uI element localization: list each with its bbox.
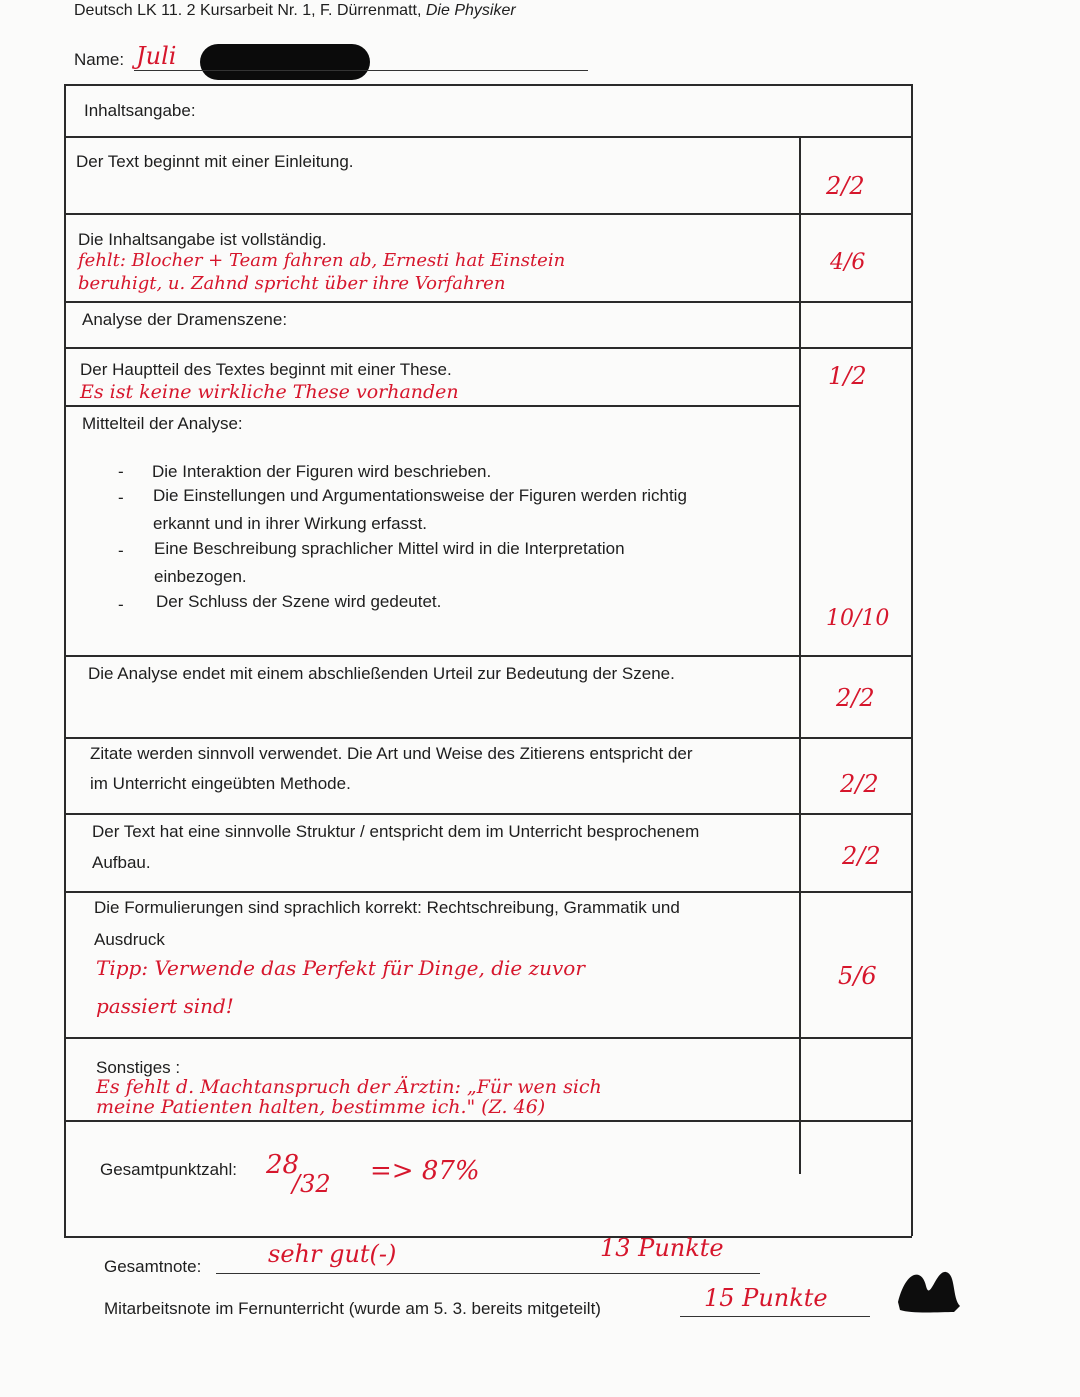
table-border-top (64, 84, 912, 86)
score-these: 1/2 (828, 362, 867, 390)
gesamtnote-points: 13 Punkte (600, 1234, 724, 1262)
row-sep-11 (64, 1120, 912, 1122)
mittelteil-heading: Mittelteil der Analyse: (82, 414, 243, 433)
comment-vollstaendig-1: fehlt: Blocher + Team fahren ab, Ernesti hat Einstein (78, 250, 566, 271)
criterion-formulierung-1: Die Formulierungen sind sprachlich korrekt: Rechtschreibung, Grammatik und (94, 898, 680, 917)
table-border-bottom (64, 1236, 912, 1238)
score-struktur: 2/2 (842, 842, 881, 870)
comment-sonstiges-2: meine Patienten halten, bestimme ich." (Z. 46) (96, 1096, 546, 1118)
gesamtpunkt-points: 28 (266, 1150, 300, 1180)
gesamtpunkt-max: /32 (292, 1170, 331, 1198)
redaction-bar (200, 44, 370, 80)
name-label: Name: (74, 50, 125, 69)
criterion-zitate-1: Zitate werden sinnvoll verwendet. Die Art und Weise des Zitierens entspricht der (90, 744, 693, 763)
row-sep-7 (64, 737, 912, 739)
mitarbeit-label: Mitarbeitsnote im Fernunterricht (wurde am 5. 3. bereits mitgeteilt) (104, 1299, 601, 1318)
row-sep-8 (64, 813, 912, 815)
row-sep-4 (64, 347, 912, 349)
comment-formulierung-2: passiert sind! (96, 994, 234, 1018)
comment-vollstaendig-2: beruhigt, u. Zahnd spricht über ihre Vorfahren (78, 273, 506, 294)
criterion-einleitung: Der Text beginnt mit einer Einleitung. (76, 152, 354, 171)
row-sep-5 (64, 405, 800, 407)
name-value: Juli (136, 42, 177, 70)
row-sep-1 (64, 136, 912, 138)
exam-header (74, 2, 516, 20)
comment-formulierung-1: Tipp: Verwende das Perfekt für Dinge, die zuvor (96, 956, 585, 980)
table-border-right (911, 84, 913, 1236)
criterion-zitate-2: im Unterricht eingeübten Methode. (90, 774, 351, 793)
gesamtpunkt-percent: => 87% (370, 1156, 480, 1186)
score-zitate: 2/2 (840, 770, 879, 798)
gesamtnote-value: sehr gut(-) (268, 1240, 397, 1268)
score-formulierung: 5/6 (838, 962, 877, 990)
score-einleitung: 2/2 (826, 172, 865, 200)
mittelteil-item-1: Die Interaktion der Figuren wird beschrieben. (152, 462, 492, 481)
table-border-left (64, 84, 66, 1236)
comment-these: Es ist keine wirkliche These vorhanden (80, 381, 459, 403)
bullet-3: - (118, 541, 124, 560)
criterion-formulierung-2: Ausdruck (94, 930, 165, 949)
criterion-struktur-1: Der Text hat eine sinnvolle Struktur / entspricht dem im Unterricht besprochenem (92, 822, 700, 841)
criterion-struktur-2: Aufbau. (92, 853, 151, 872)
row-sep-9 (64, 891, 912, 893)
comment-sonstiges-1: Es fehlt d. Machtanspruch der Ärztin: „Für wen sich (96, 1076, 602, 1098)
bullet-4: - (118, 595, 124, 614)
teacher-signature (892, 1262, 964, 1318)
inhaltsangabe-heading: Inhaltsangabe: (84, 101, 196, 120)
mittelteil-item-3b: einbezogen. (154, 567, 247, 586)
mittelteil-item-2: Die Einstellungen und Argumentationsweise der Figuren werden richtig (153, 486, 687, 505)
gesamtnote-underline (216, 1273, 760, 1274)
score-urteil: 2/2 (836, 684, 875, 712)
mittelteil-item-4: Der Schluss der Szene wird gedeutet. (156, 592, 442, 611)
row-sep-10 (64, 1037, 912, 1039)
row-sep-6 (64, 655, 912, 657)
sonstiges-label: Sonstiges : (96, 1058, 181, 1077)
row-sep-3 (64, 301, 912, 303)
mitarbeit-underline (680, 1316, 870, 1317)
criterion-vollstaendig: Die Inhaltsangabe ist vollständig. (78, 230, 327, 249)
criterion-these: Der Hauptteil des Textes beginnt mit einer These. (80, 360, 452, 379)
criterion-urteil: Die Analyse endet mit einem abschließenden Urteil zur Bedeutung der Szene. (88, 664, 675, 683)
gesamtnote-label: Gesamtnote: (104, 1257, 202, 1276)
bullet-1: - (118, 462, 124, 481)
bullet-2: - (118, 488, 124, 507)
gesamtpunkt-label: Gesamtpunktzahl: (100, 1160, 238, 1179)
score-mittelteil: 10/10 (826, 606, 890, 631)
name-underline (134, 70, 588, 71)
mitarbeit-points: 15 Punkte (704, 1284, 828, 1312)
analyse-heading: Analyse der Dramenszene: (82, 310, 288, 329)
exam-header-work: Die Physiker (425, 2, 516, 19)
mittelteil-item-2b: erkannt und in ihrer Wirkung erfasst. (153, 514, 428, 533)
row-sep-2 (64, 213, 912, 215)
score-vollstaendig: 4/6 (830, 250, 866, 275)
mittelteil-item-3: Eine Beschreibung sprachlicher Mittel wird in die Interpretation (154, 539, 625, 558)
exam-header-title: Deutsch LK 11. 2 Kursarbeit Nr. 1, F. Dürrenmatt, (74, 2, 426, 19)
